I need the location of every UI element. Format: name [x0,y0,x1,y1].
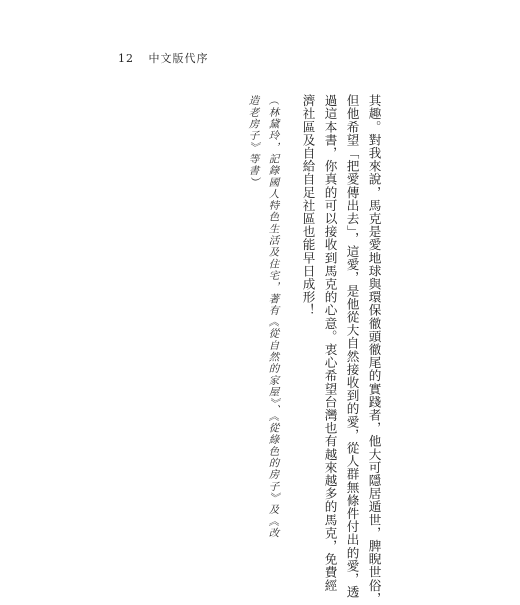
body-text-column-3: 過這本書，你真的可以接收到馬克的心意。衷心希望台灣也有越來越多的馬克，免費經 [322,94,338,592]
page-number: 12 [118,52,134,65]
body-text-column-4: 濟社區及自給自足社區也能早日成形！ [300,94,316,317]
running-title: 中文版代序 [148,52,209,65]
running-header [118,50,209,66]
footnote-column-2: 造老房子》等書） [247,95,260,189]
body-text-column-2: 但他希望「把愛傳出去」，這愛，是他從大自然接收到的愛，從人群無條件付出的愛，透 [344,94,360,599]
body-text-column-1: 其趣。對我來說，馬克是愛地球與環保徹頭徹尾的實踐者，他大可隱居遁世，脾睨世俗， [366,94,382,605]
footnote-column-1: （林黛玲，記錄國人特色生活及住宅，著有《從自然的家屋》、《從綠色的房子》及《改 [267,95,280,539]
